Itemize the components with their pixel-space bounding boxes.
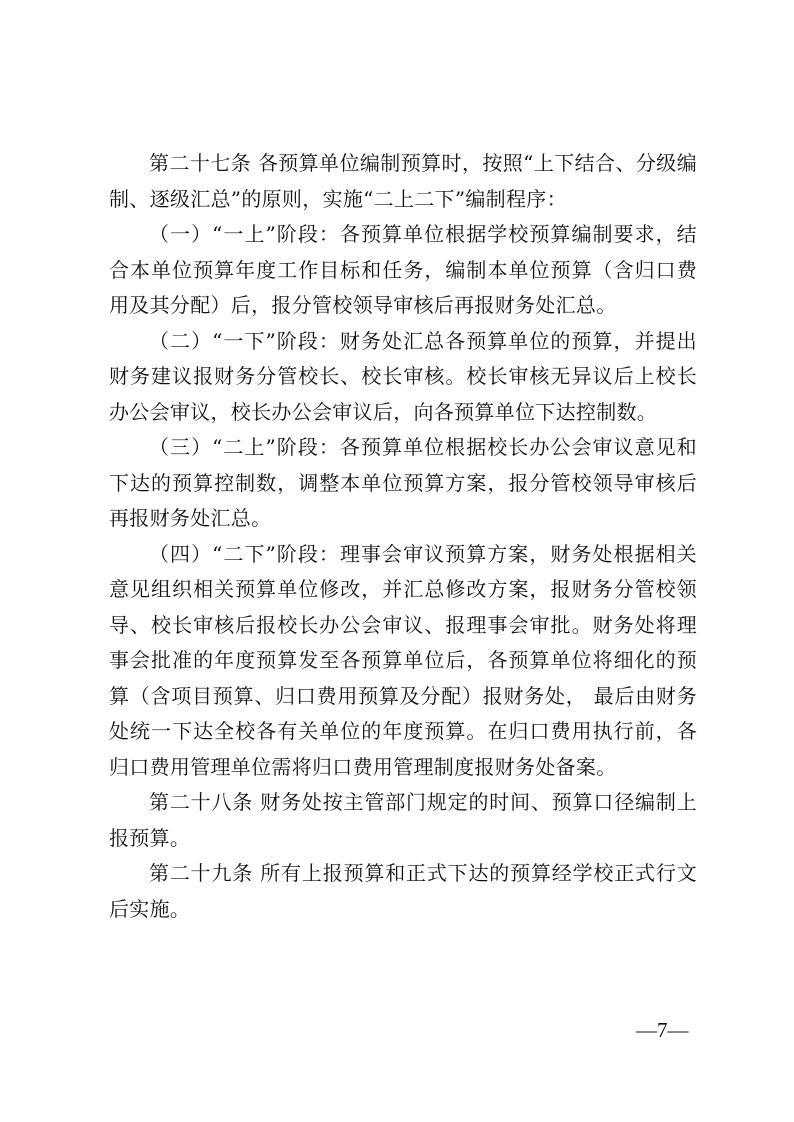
article-28-paragraph: 第二十八条 财务处按主管部门规定的时间、预算口径编制上报预算。 xyxy=(109,790,697,850)
stage-one-down-paragraph: （二）“一下”阶段：财务处汇总各预算单位的预算，并提出财务建议报财务分管校长、校长审核。校长审核无异议后上校长办公会审议，校长办公会审议后，向各预算单位下达控制数。 xyxy=(109,328,697,424)
article-27-paragraph: 第二十七条 各预算单位编制预算时，按照“上下结合、分级编制、逐级汇总”的原则，实施“二上二下”编制程序： xyxy=(109,151,697,211)
article-29-paragraph: 第二十九条 所有上报预算和正式下达的预算经学校正式行文后实施。 xyxy=(109,861,697,921)
stage-two-up-paragraph: （三）“二上”阶段：各预算单位根据校长办公会审议意见和下达的预算控制数，调整本单位预算方案，报分管校领导审核后再报财务处汇总。 xyxy=(109,435,697,530)
stage-one-up-paragraph: （一）“一上”阶段：各预算单位根据学校预算编制要求，结合本单位预算年度工作目标和任务，编制本单位预算（含归口费用及其分配）后，报分管校领导审核后再报财务处汇总。 xyxy=(109,222,697,317)
stage-two-down-paragraph: （四）“二下”阶段：理事会审议预算方案，财务处根据相关意见组织相关预算单位修改，并汇总修改方案，报财务分管校领导、校长审核后报校长办公会审议、报理事会审批。财务处将理事会批准的年度预算发至各预算单位后，各预算单位将细化的预算（含项目预算、归口费用预算及分配）报财务处， 最后由财务处统一下达全校各有关单位的年度预算。在归口费用执行前，各归口费用管理单位需将归口费用管理制度报财务处备案。 xyxy=(109,541,697,779)
document-body xyxy=(109,146,697,927)
page-number: —7— xyxy=(636,1018,689,1042)
